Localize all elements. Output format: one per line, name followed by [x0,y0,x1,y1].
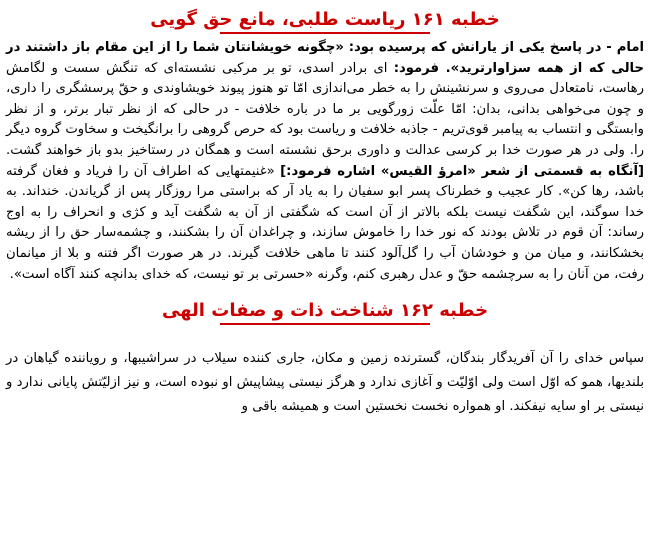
heading-title: خطبه ۱۶۱ ریاست طلبی، مانع حق گویی [150,9,500,30]
sermon-161-bracket-note: [آنگاه به قسمتی از شعر «امرؤ القیس» اشاره فرمود:] [280,163,644,179]
heading-underline [220,32,430,34]
heading-title: خطبه ۱۶۲ شناخت ذات و صفات الهی [161,300,489,322]
sermon-161-text-a: ای برادر اسدی، تو بر مرکبی نشسته‌ای که تنگش سست و لگامش رهاست، نامتعادل می‌روی و سرنشینش را به خطر می‌اندازی امّا تو هنوز پیوند خویشاوندی و حقّ پرسشگری را داری، و چون می‌خواهی بدانی، بدان: امّا علّت زورگویی بر ما در باره خلافت - در حالی که از نظر تبار برتر، و از نظر وابستگی و انتساب به پیامبر قوی‌تریم - جاذبه خلافت و ریاست بود که حرص گروهی را برانگیخت و سخاوت گروه دیگر را. ولی در هر صورت خدا بر کرسی عدالت و داوری برحق نشسته است و همگان در رستاخیز بدو باز خواهند گشت. [6,60,644,158]
section-heading-162 [6,291,644,325]
sermon-161-body [6,38,644,285]
sermon-162-body: سپاس خدای را آن آفریدگار بندگان، گسترنده زمین و مکان، جاری کننده سیلاب در سراشیبها، و رویاننده گیاهان در بلندیها، همو که اوّل است ولی اوّلیّت و آغازی ندارد و هرگز نیستی پیشاپیش او نبوده است، و نیز ازلیّتش پایانی ندارد و نیستی بر او سایه نیفکند. او همواره نخست نخستین است و همیشه باقی و [6,351,644,415]
heading-underline [220,323,430,325]
section-heading-161 [6,0,644,34]
sermon-161-intro: امام - در پاسخ یکی از یارانش که پرسیده بود: «چگونه خویشانتان شما را از این مقام باز داشتند در حالی که از همه سزاوارترید». فرمود: [6,40,644,76]
sermon-161-text-b: «غنیمتهایی که اطراف آن را فریاد و فغان گرفته باشد، رها کن». کار عجیب و خطرناک پسر ابو سفیان را به یاد آر که براستی مرا روزگار پس از گریاندن. خنداند. به خدا سوگند، این شگفت نیست بلکه بالاتر از آن است که شگفتی از آن به شگفت آید و کژی و انحراف را به اوج رساند: آن قوم در تلاش بودند که نور خدا را خاموش سازند، و چراغدان آن را بشکنند، و چشمه‌سار حق را از ریشه بخشکانند، و میان من و خودشان آب را گل‌آلود کنند تا ماهی خلافت گیرند. در هر صورت اگر فتنه و بلا از میانمان رفت، من آنان را به سرچشمه حقّ و عدل رهبری کنم، وگرنه «حسرتی بر تو نیست، که خدای بدانچه کنند آگاه است». [6,163,644,282]
